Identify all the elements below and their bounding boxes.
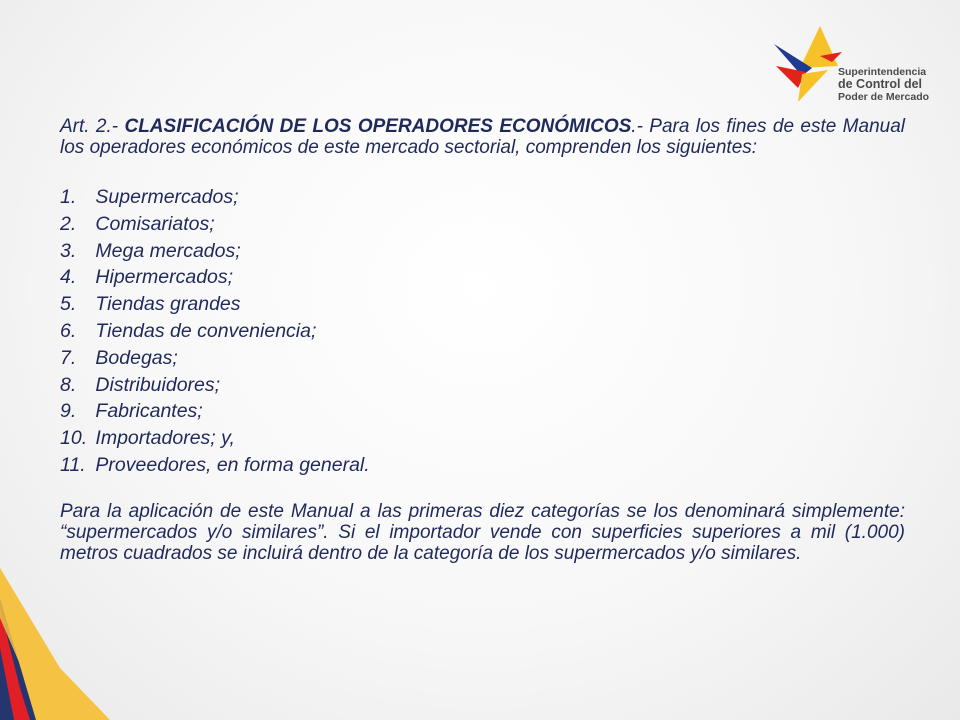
article-text: .- Para los fines de este Manual los operadores económicos de este mercado sectorial, comprenden los siguientes:: [60, 116, 906, 158]
list-item-label: Proveedores, en forma general.: [95, 453, 370, 476]
logo-line-2: de Control del: [838, 77, 923, 91]
list-item-number: 11.: [60, 453, 86, 476]
list-item: [60, 238, 905, 265]
closing-paragraph: Para la aplicación de este Manual a las primeras diez categorías se los denominará simplemente: “supermercados y/o similares”. Si el importador vende con superficies superiores a mil (1.000) metros cuadrados se incluirá dentro de la categoría de los supermercados y/o similares.: [60, 500, 905, 564]
logo-line-1: Superintendencia: [838, 66, 927, 78]
article-heading: CLASIFICACIÓN DE LOS OPERADORES ECONÓMICOS: [124, 116, 632, 137]
logo-mark-icon: [772, 26, 842, 106]
list-item-label: Comisariatos;: [95, 212, 215, 235]
list-item: [60, 345, 905, 372]
list-item: [60, 211, 905, 238]
list-item-label: Supermercados;: [95, 186, 239, 208]
list-item: [60, 372, 905, 399]
list-item-label: Fabricantes;: [95, 400, 203, 423]
slide-body: [60, 116, 905, 564]
list-item-number: 3.: [60, 239, 77, 262]
list-item: [60, 264, 905, 291]
category-list: [60, 184, 905, 479]
list-item-number: 5.: [60, 293, 77, 316]
article-prefix: Art. 2.-: [60, 116, 125, 137]
list-item-number: 7.: [60, 346, 77, 369]
decorative-stripes: [0, 548, 120, 720]
list-item-number: 10.: [60, 427, 88, 450]
list-item: [60, 291, 905, 318]
list-item: [60, 318, 905, 345]
logo-line-3: Poder de Mercado: [838, 91, 930, 103]
organization-logo: [772, 26, 942, 106]
list-item-label: Mega mercados;: [95, 239, 241, 262]
list-item-label: Tiendas grandes: [95, 293, 241, 316]
list-item-number: 1.: [60, 186, 77, 208]
list-item-label: Bodegas;: [95, 346, 178, 369]
list-item: [60, 452, 905, 479]
list-item: [60, 184, 905, 211]
list-item-number: 6.: [60, 319, 77, 342]
list-item-label: Distribuidores;: [95, 373, 221, 396]
list-item: [60, 398, 905, 425]
list-item-number: 4.: [60, 266, 77, 289]
list-item-number: 2.: [60, 212, 77, 235]
logo-wordmark: [838, 66, 929, 103]
article-paragraph: [60, 116, 905, 158]
list-item-number: 8.: [60, 373, 77, 396]
list-item: [60, 425, 905, 452]
list-item-number: 9.: [60, 400, 77, 423]
list-item-label: Tiendas de conveniencia;: [95, 319, 317, 342]
list-item-label: Importadores; y,: [95, 427, 235, 450]
list-item-label: Hipermercados;: [95, 266, 234, 289]
